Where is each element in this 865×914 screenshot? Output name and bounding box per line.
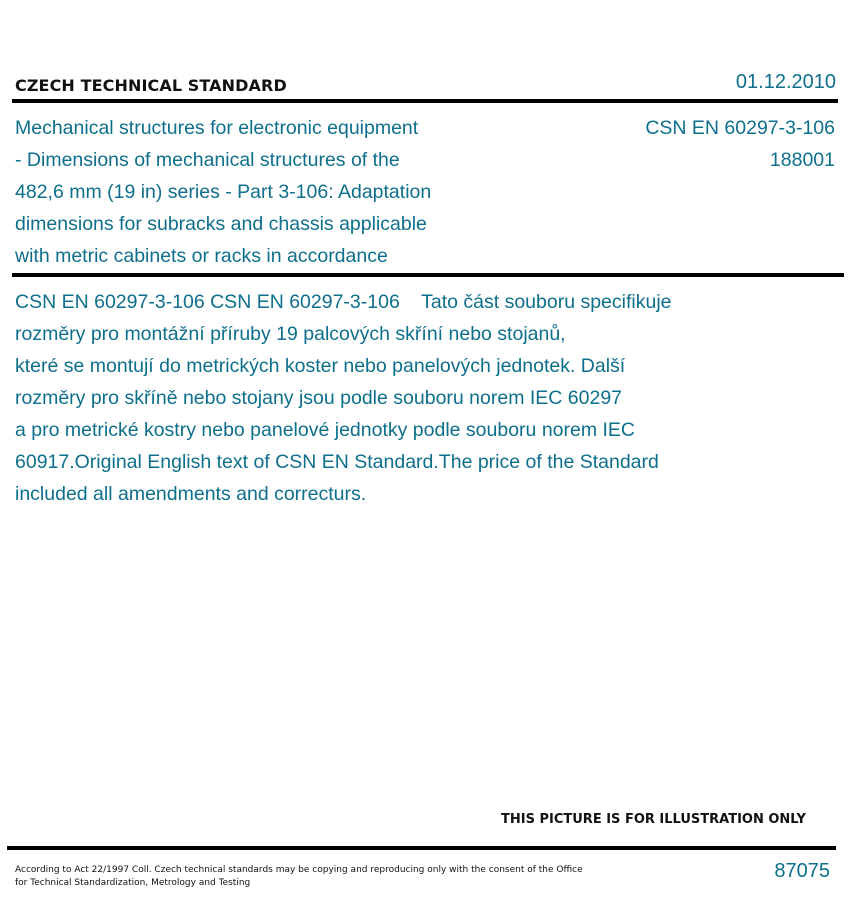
description [15,286,755,510]
illustration-notice: THIS PICTURE IS FOR ILLUSTRATION ONLY [501,812,806,827]
title-line: 482,6 mm (19 in) series - Part 3-106: Adaptation [15,181,432,203]
legal-line: According to Act 22/1997 Coll. Czech technical standards may be copying and reproducing only with the consent of the Office [15,865,583,875]
description-line: a pro metrické kostry nebo panelové jednotky podle souboru norem IEC [15,419,636,441]
title-line: - Dimensions of mechanical structures of the [15,149,400,171]
standard-code: CSN EN 60297-3-106 [645,117,835,139]
middle-divider [12,273,844,277]
description-line: CSN EN 60297-3-106 CSN EN 60297-3-106 Tato část souboru specifikuje [15,291,672,313]
title-line: with metric cabinets or racks in accordance [15,245,388,267]
description-line: included all amendments and correcturs. [15,483,367,505]
description-line: které se montují do metrických koster nebo panelových jednotek. Další [15,355,626,377]
document-title [15,112,485,272]
legal-notice [15,864,595,890]
standard-identifiers [645,112,835,176]
legal-line: for Technical Standardization, Metrology and Testing [15,878,251,888]
publication-date: 01.12.2010 [735,71,836,93]
description-line: rozměry pro montážní příruby 19 palcových skříní nebo stojanů, [15,323,566,345]
standard-type-label: CZECH TECHNICAL STANDARD [15,76,287,95]
description-line: 60917.Original English text of CSN EN Standard.The price of the Standard [15,451,659,473]
title-line: dimensions for subracks and chassis applicable [15,213,427,235]
top-divider [12,99,838,103]
catalog-number: 87075 [774,860,830,882]
description-line: rozměry pro skříně nebo stojany jsou podle souboru norem IEC 60297 [15,387,623,409]
bottom-divider [7,846,836,850]
title-line: Mechanical structures for electronic equipment [15,117,419,139]
class-number: 188001 [769,149,835,171]
